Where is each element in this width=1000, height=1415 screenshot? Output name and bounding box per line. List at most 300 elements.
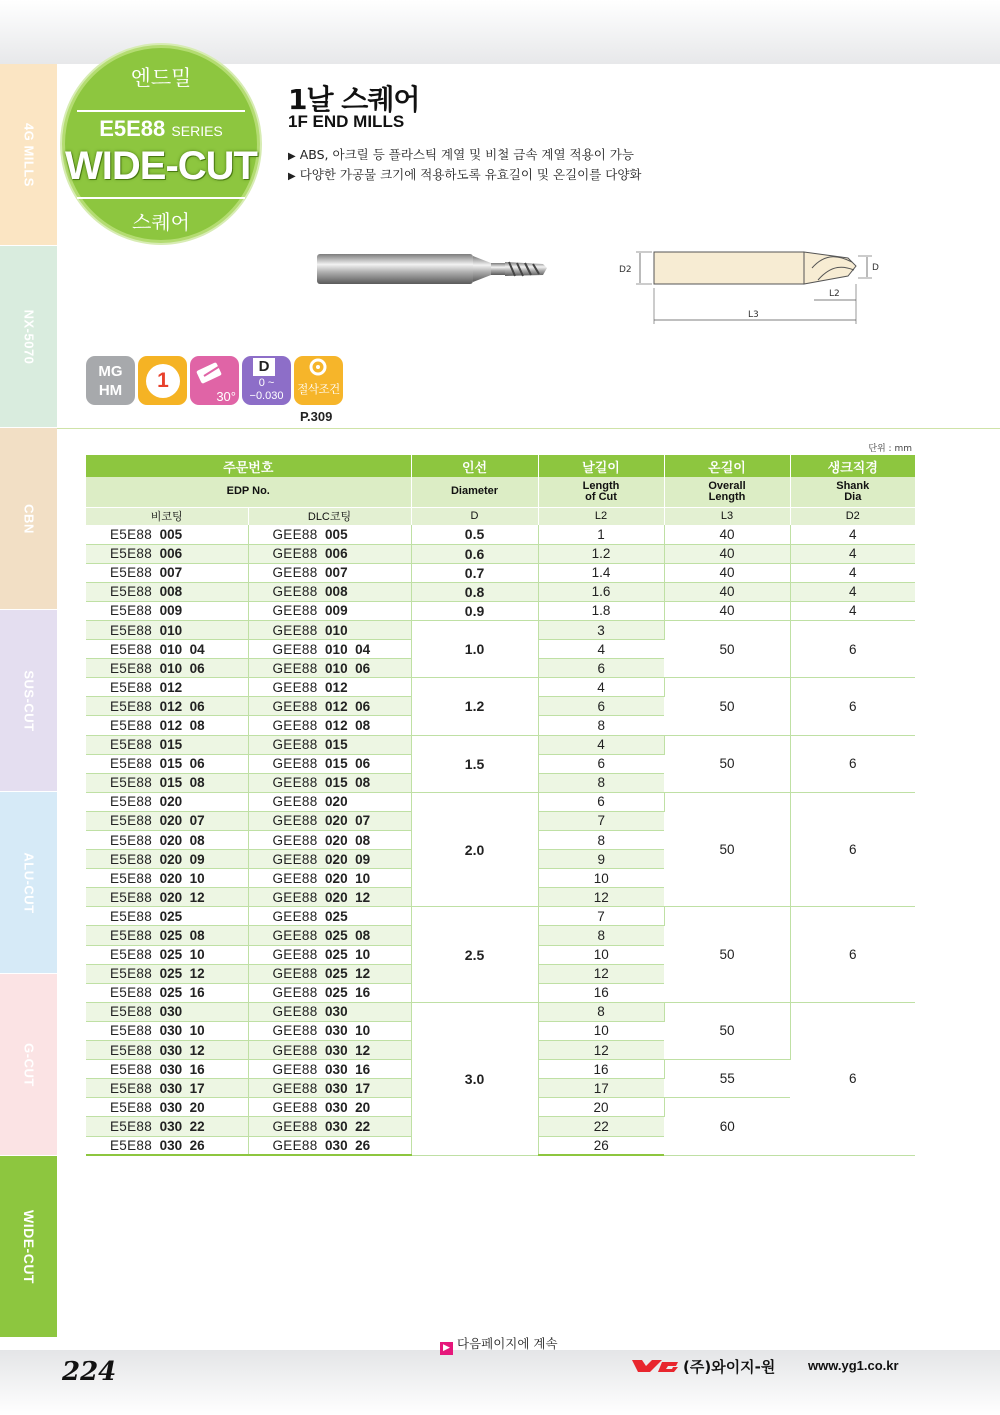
edp-uncoated	[86, 964, 248, 983]
end-mill-photo	[315, 248, 547, 292]
col-header-oal-en: Overall Length	[664, 477, 790, 507]
edp-code: 010 04	[325, 641, 371, 657]
col-header-diameter-en: Diameter	[411, 477, 538, 507]
edp-prefix: GEE88	[272, 546, 318, 562]
edp-code: 009	[325, 603, 348, 619]
length-of-cut-cell: 10	[538, 869, 664, 888]
edp-prefix: E5E88	[110, 546, 153, 562]
edp-uncoated	[86, 601, 248, 620]
tolerance-icon	[242, 356, 291, 405]
series-word: SERIES	[171, 123, 223, 139]
overall-length-cell: 50	[664, 735, 790, 792]
edp-uncoated	[86, 582, 248, 601]
shank-dia-cell: 4	[790, 563, 915, 582]
length-of-cut-cell: 6	[538, 754, 664, 773]
edp-prefix: E5E88	[110, 947, 153, 963]
edp-code: 025 16	[325, 985, 371, 1001]
edp-prefix: E5E88	[110, 851, 153, 867]
edp-prefix: GEE88	[272, 717, 318, 733]
edp-dlc	[248, 869, 411, 888]
edp-dlc	[248, 1060, 411, 1079]
shank-dia-cell: 4	[790, 544, 915, 563]
edp-uncoated	[86, 640, 248, 659]
edp-code: 025 10	[325, 947, 371, 963]
edp-prefix: E5E88	[110, 832, 153, 848]
edp-code: 007	[325, 565, 348, 581]
feature-item: ▶ ABS, 아크릴 등 플라스틱 계열 및 비철 금속 계열 적용이 가능	[288, 146, 641, 166]
continue-text: 다음페이지에 계속	[457, 1336, 558, 1351]
d-label: D	[872, 263, 879, 273]
overall-length-cell: 40	[664, 544, 790, 563]
length-of-cut-cell: 10	[538, 945, 664, 964]
col-header-shank-en: Shank Dia	[790, 477, 915, 507]
edp-prefix: E5E88	[110, 1023, 153, 1039]
edp-code: 030 12	[325, 1042, 371, 1058]
edp-prefix: E5E88	[110, 813, 153, 829]
edp-uncoated	[86, 983, 248, 1002]
gear-icon	[294, 356, 343, 382]
edp-dlc	[248, 811, 411, 830]
yg-logo-icon	[632, 1358, 680, 1374]
side-tab-label: SUS-CUT	[21, 669, 36, 732]
edp-code: 010	[159, 622, 183, 638]
length-of-cut-cell: 1.6	[538, 582, 664, 601]
edp-prefix: E5E88	[110, 1080, 153, 1096]
edp-prefix: GEE88	[272, 622, 318, 638]
l2-label: L2	[829, 289, 840, 299]
edp-uncoated	[86, 1079, 248, 1098]
edp-uncoated	[86, 811, 248, 830]
overall-length-cell: 50	[664, 678, 790, 735]
edp-dlc	[248, 1021, 411, 1040]
side-tab-label: ALU-CUT	[21, 851, 36, 914]
edp-uncoated	[86, 888, 248, 907]
length-of-cut-cell: 6	[538, 697, 664, 716]
sub-header-l3: L3	[664, 507, 790, 525]
edp-prefix: GEE88	[272, 698, 318, 714]
edp-uncoated	[86, 907, 248, 926]
edp-prefix: GEE88	[272, 756, 318, 772]
overall-length-cell: 40	[664, 563, 790, 582]
edp-prefix: E5E88	[110, 679, 153, 695]
edp-code: 010 06	[325, 660, 371, 676]
edp-prefix: GEE88	[272, 737, 318, 753]
company-name: (주)와이지-원	[683, 1358, 776, 1376]
overall-length-cell: 40	[664, 582, 790, 601]
edp-dlc	[248, 697, 411, 716]
length-of-cut-cell: 8	[538, 926, 664, 945]
cutting-condition-page-ref[interactable]: P.309	[300, 409, 333, 424]
badge-divider	[77, 197, 245, 199]
edp-prefix: E5E88	[110, 660, 153, 676]
edp-dlc	[248, 620, 411, 639]
edp-prefix: GEE88	[272, 928, 318, 944]
edp-code: 030 26	[325, 1137, 371, 1153]
edp-uncoated	[86, 1021, 248, 1040]
edp-dlc	[248, 1079, 411, 1098]
edp-prefix: E5E88	[110, 698, 153, 714]
side-tab-cbn[interactable]	[0, 428, 57, 610]
l3-label: L3	[748, 310, 759, 320]
length-of-cut-cell: 4	[538, 735, 664, 754]
edp-prefix: GEE88	[272, 679, 318, 695]
side-tab-4g-mills[interactable]	[0, 64, 57, 246]
edp-code: 020 08	[159, 832, 205, 848]
length-of-cut-cell: 1.2	[538, 544, 664, 563]
edp-code: 030 17	[159, 1080, 205, 1096]
edp-code: 008	[159, 584, 183, 600]
edp-dlc	[248, 773, 411, 792]
edp-prefix: E5E88	[110, 1061, 153, 1077]
edp-prefix: E5E88	[110, 1137, 153, 1153]
edp-code: 025 12	[159, 966, 205, 982]
shank-dia-cell: 4	[790, 525, 915, 544]
length-of-cut-cell: 6	[538, 792, 664, 811]
edp-prefix: GEE88	[272, 947, 318, 963]
edp-prefix: GEE88	[272, 966, 318, 982]
edp-prefix: GEE88	[272, 889, 318, 905]
edp-dlc	[248, 525, 411, 544]
side-tab-label: 4G MILLS	[21, 122, 36, 187]
edp-code: 006	[159, 546, 183, 562]
diameter-cell: 0.7	[411, 563, 538, 582]
edp-prefix: E5E88	[110, 526, 153, 542]
series-code: E5E88	[99, 116, 166, 141]
diameter-cell: 1.5	[411, 735, 538, 792]
diameter-cell: 1.0	[411, 620, 538, 677]
shank-dia-cell: 6	[790, 907, 915, 1002]
edp-code: 030 10	[159, 1023, 205, 1039]
table-row	[86, 544, 915, 563]
badge-category: 엔드밀	[130, 66, 192, 90]
length-of-cut-cell: 9	[538, 850, 664, 869]
table-row	[86, 907, 915, 926]
edp-prefix: E5E88	[110, 737, 153, 753]
shank-dia-cell: 6	[790, 1002, 915, 1155]
edp-code: 030	[159, 1004, 183, 1020]
spec-icon-row	[86, 356, 343, 405]
edp-code: 015 08	[325, 775, 371, 791]
edp-dlc	[248, 563, 411, 582]
edp-prefix: GEE88	[272, 565, 318, 581]
edp-code: 020 09	[159, 851, 205, 867]
edp-uncoated	[86, 1117, 248, 1136]
edp-prefix: GEE88	[272, 1042, 318, 1058]
edp-prefix: GEE88	[272, 660, 318, 676]
continue-note	[440, 1334, 558, 1355]
material-icon	[86, 356, 135, 405]
col-header-edp-ko: 주문번호	[86, 455, 411, 477]
edp-uncoated	[86, 1098, 248, 1117]
edp-prefix: GEE88	[272, 526, 318, 542]
edp-uncoated	[86, 1060, 248, 1079]
edp-uncoated	[86, 831, 248, 850]
edp-code: 015 06	[325, 756, 371, 772]
edp-code: 015 06	[159, 756, 205, 772]
feature-item: ▶ 다양한 가공물 크기에 적용하도록 유효길이 및 온길이를 다양화	[288, 166, 641, 186]
spec-table	[86, 455, 915, 1156]
diameter-cell: 2.5	[411, 907, 538, 1002]
shank-dia-cell: 6	[790, 792, 915, 907]
edp-code: 020 07	[325, 813, 371, 829]
edp-prefix: E5E88	[110, 1004, 153, 1020]
overall-length-cell: 50	[664, 792, 790, 907]
shank-dia-cell: 6	[790, 735, 915, 792]
edp-prefix: GEE88	[272, 1061, 318, 1077]
edp-prefix: GEE88	[272, 794, 318, 810]
edp-code: 020 08	[325, 832, 371, 848]
edp-dlc	[248, 1098, 411, 1117]
length-of-cut-cell: 4	[538, 678, 664, 697]
edp-prefix: GEE88	[272, 908, 318, 924]
edp-code: 010 06	[159, 660, 205, 676]
edp-dlc	[248, 735, 411, 754]
length-of-cut-cell: 1.8	[538, 601, 664, 620]
edp-dlc	[248, 640, 411, 659]
edp-code: 030	[325, 1004, 348, 1020]
edp-code: 020	[159, 794, 183, 810]
table-row	[86, 792, 915, 811]
edp-dlc	[248, 582, 411, 601]
diameter-cell: 3.0	[411, 1002, 538, 1155]
side-tab-label: NX-5070	[21, 309, 36, 364]
edp-dlc	[248, 544, 411, 563]
length-of-cut-cell: 8	[538, 831, 664, 850]
edp-prefix: E5E88	[110, 966, 153, 982]
length-of-cut-cell: 8	[538, 1002, 664, 1021]
edp-uncoated	[86, 716, 248, 735]
edp-code: 006	[325, 546, 348, 562]
edp-code: 015	[325, 737, 348, 753]
edp-prefix: E5E88	[110, 1042, 153, 1058]
edp-dlc	[248, 678, 411, 697]
series-badge	[62, 45, 260, 243]
edp-code: 020 10	[159, 870, 205, 886]
edp-prefix: GEE88	[272, 584, 318, 600]
side-tab-sus-cut[interactable]	[0, 610, 57, 792]
diameter-cell: 2.0	[411, 792, 538, 907]
edp-code: 025 10	[159, 947, 205, 963]
badge-divider	[77, 110, 245, 112]
edp-code: 020 12	[159, 889, 205, 905]
flute-count-icon	[138, 356, 187, 405]
edp-uncoated	[86, 735, 248, 754]
overall-length-cell: 50	[664, 620, 790, 677]
edp-prefix: GEE88	[272, 1137, 318, 1153]
edp-prefix: GEE88	[272, 603, 318, 619]
overall-length-cell: 50	[664, 907, 790, 1002]
side-tab-label: WIDE-CUT	[20, 1209, 37, 1284]
side-tab-alu-cut[interactable]	[0, 792, 57, 974]
length-of-cut-cell: 8	[538, 716, 664, 735]
edp-prefix: GEE88	[272, 775, 318, 791]
length-of-cut-cell: 3	[538, 620, 664, 639]
edp-code: 025 12	[325, 966, 371, 982]
length-of-cut-cell: 7	[538, 907, 664, 926]
edp-code: 030 20	[159, 1099, 205, 1115]
edp-prefix: E5E88	[110, 985, 153, 1001]
edp-dlc	[248, 926, 411, 945]
edp-prefix: E5E88	[110, 870, 153, 886]
d2-label: D2	[619, 265, 632, 275]
edp-dlc	[248, 850, 411, 869]
edp-code: 030 22	[159, 1118, 205, 1134]
col-header-oal-ko: 온길이	[664, 455, 790, 477]
edp-code: 025 08	[325, 928, 371, 944]
edp-dlc	[248, 792, 411, 811]
table-row	[86, 582, 915, 601]
edp-prefix: E5E88	[110, 908, 153, 924]
edp-code: 020 07	[159, 813, 205, 829]
feature-list	[288, 146, 641, 186]
edp-code: 012	[325, 679, 348, 695]
edp-prefix: E5E88	[110, 1118, 153, 1134]
edp-prefix: E5E88	[110, 584, 153, 600]
edp-code: 015	[159, 737, 183, 753]
length-of-cut-cell: 16	[538, 983, 664, 1002]
page-number: 224	[62, 1357, 117, 1387]
sub-header-d: D	[411, 507, 538, 525]
edp-uncoated	[86, 678, 248, 697]
sub-header-l2: L2	[538, 507, 664, 525]
edp-dlc	[248, 964, 411, 983]
edp-code: 020 12	[325, 889, 371, 905]
edp-code: 005	[159, 526, 183, 542]
edp-uncoated	[86, 1041, 248, 1060]
shank-dia-cell: 4	[790, 582, 915, 601]
edp-uncoated	[86, 544, 248, 563]
tolerance-letter: D	[253, 358, 275, 376]
edp-code: 020 09	[325, 851, 371, 867]
section-divider	[57, 428, 1000, 429]
table-row	[86, 1002, 915, 1021]
edp-dlc	[248, 1136, 411, 1155]
side-tab-nx-5070[interactable]	[0, 246, 57, 428]
edp-dlc	[248, 1041, 411, 1060]
length-of-cut-cell: 12	[538, 888, 664, 907]
edp-uncoated	[86, 945, 248, 964]
edp-code: 005	[325, 526, 348, 542]
length-of-cut-cell: 7	[538, 811, 664, 830]
side-tab-label: CBN	[21, 503, 36, 534]
edp-prefix: E5E88	[110, 775, 153, 791]
side-tab-wide-cut[interactable]	[0, 1156, 57, 1338]
edp-uncoated	[86, 1002, 248, 1021]
edp-code: 012 06	[159, 698, 205, 714]
length-of-cut-cell: 10	[538, 1021, 664, 1040]
edp-uncoated	[86, 869, 248, 888]
length-of-cut-cell: 16	[538, 1060, 664, 1079]
table-row	[86, 735, 915, 754]
edp-prefix: E5E88	[110, 641, 153, 657]
edp-dlc	[248, 1002, 411, 1021]
edp-code: 015 08	[159, 775, 205, 791]
edp-prefix: GEE88	[272, 813, 318, 829]
length-of-cut-cell: 20	[538, 1098, 664, 1117]
edp-uncoated	[86, 620, 248, 639]
edp-code: 025	[159, 908, 183, 924]
col-header-loc-ko: 날길이	[538, 455, 664, 477]
edp-dlc	[248, 831, 411, 850]
edp-code: 025 16	[159, 985, 205, 1001]
end-mill-dimension-diagram	[612, 244, 892, 328]
length-of-cut-cell: 26	[538, 1136, 664, 1155]
col-header-edp-en: EDP No.	[86, 477, 411, 507]
length-of-cut-cell: 17	[538, 1079, 664, 1098]
side-tab-g-cut[interactable]	[0, 974, 57, 1156]
diameter-cell: 0.8	[411, 582, 538, 601]
length-of-cut-cell: 6	[538, 659, 664, 678]
diameter-cell: 0.6	[411, 544, 538, 563]
edp-prefix: GEE88	[272, 1080, 318, 1096]
edp-code: 010 04	[159, 641, 205, 657]
edp-prefix: GEE88	[272, 851, 318, 867]
company-url[interactable]: www.yg1.co.kr	[808, 1358, 899, 1373]
edp-dlc	[248, 659, 411, 678]
overall-length-cell: 40	[664, 601, 790, 620]
table-row	[86, 678, 915, 697]
edp-uncoated	[86, 659, 248, 678]
edp-prefix: GEE88	[272, 1118, 318, 1134]
side-tab-navigation	[0, 64, 57, 1338]
edp-prefix: GEE88	[272, 641, 318, 657]
length-of-cut-cell: 12	[538, 964, 664, 983]
edp-dlc	[248, 754, 411, 773]
edp-uncoated	[86, 563, 248, 582]
helix-angle: 30°	[216, 389, 236, 404]
table-row	[86, 620, 915, 639]
edp-code: 020	[325, 794, 348, 810]
edp-code: 030 20	[325, 1099, 371, 1115]
edp-prefix: E5E88	[110, 717, 153, 733]
page-subtitle: 1F END MILLS	[288, 112, 405, 131]
page-title: 1날 스퀘어	[288, 83, 420, 116]
edp-code: 030 16	[325, 1061, 371, 1077]
table-row	[86, 563, 915, 582]
edp-code: 008	[325, 584, 348, 600]
edp-uncoated	[86, 850, 248, 869]
edp-uncoated	[86, 773, 248, 792]
edp-prefix: GEE88	[272, 1099, 318, 1115]
edp-code: 012 06	[325, 698, 371, 714]
length-of-cut-cell: 22	[538, 1117, 664, 1136]
table-row	[86, 601, 915, 620]
overall-length-cell: 40	[664, 525, 790, 544]
edp-dlc	[248, 907, 411, 926]
overall-length-cell: 50	[664, 1002, 790, 1059]
edp-code: 009	[159, 603, 183, 619]
overall-length-cell: 60	[664, 1098, 790, 1155]
edp-code: 030 10	[325, 1023, 371, 1039]
edp-prefix: E5E88	[110, 603, 153, 619]
edp-uncoated	[86, 792, 248, 811]
edp-code: 030 17	[325, 1080, 371, 1096]
diameter-cell: 0.5	[411, 525, 538, 544]
edp-prefix: GEE88	[272, 832, 318, 848]
length-of-cut-cell: 12	[538, 1041, 664, 1060]
cutting-condition-label: 절삭조건	[297, 382, 340, 396]
cutting-condition-icon[interactable]	[294, 356, 343, 405]
edp-code: 030 22	[325, 1118, 371, 1134]
edp-code: 020 10	[325, 870, 371, 886]
helix-angle-icon	[190, 356, 239, 405]
edp-uncoated	[86, 525, 248, 544]
edp-dlc	[248, 983, 411, 1002]
sub-header-dlc: DLC코팅	[248, 507, 411, 525]
edp-prefix: E5E88	[110, 622, 153, 638]
length-of-cut-cell: 8	[538, 773, 664, 792]
edp-dlc	[248, 601, 411, 620]
